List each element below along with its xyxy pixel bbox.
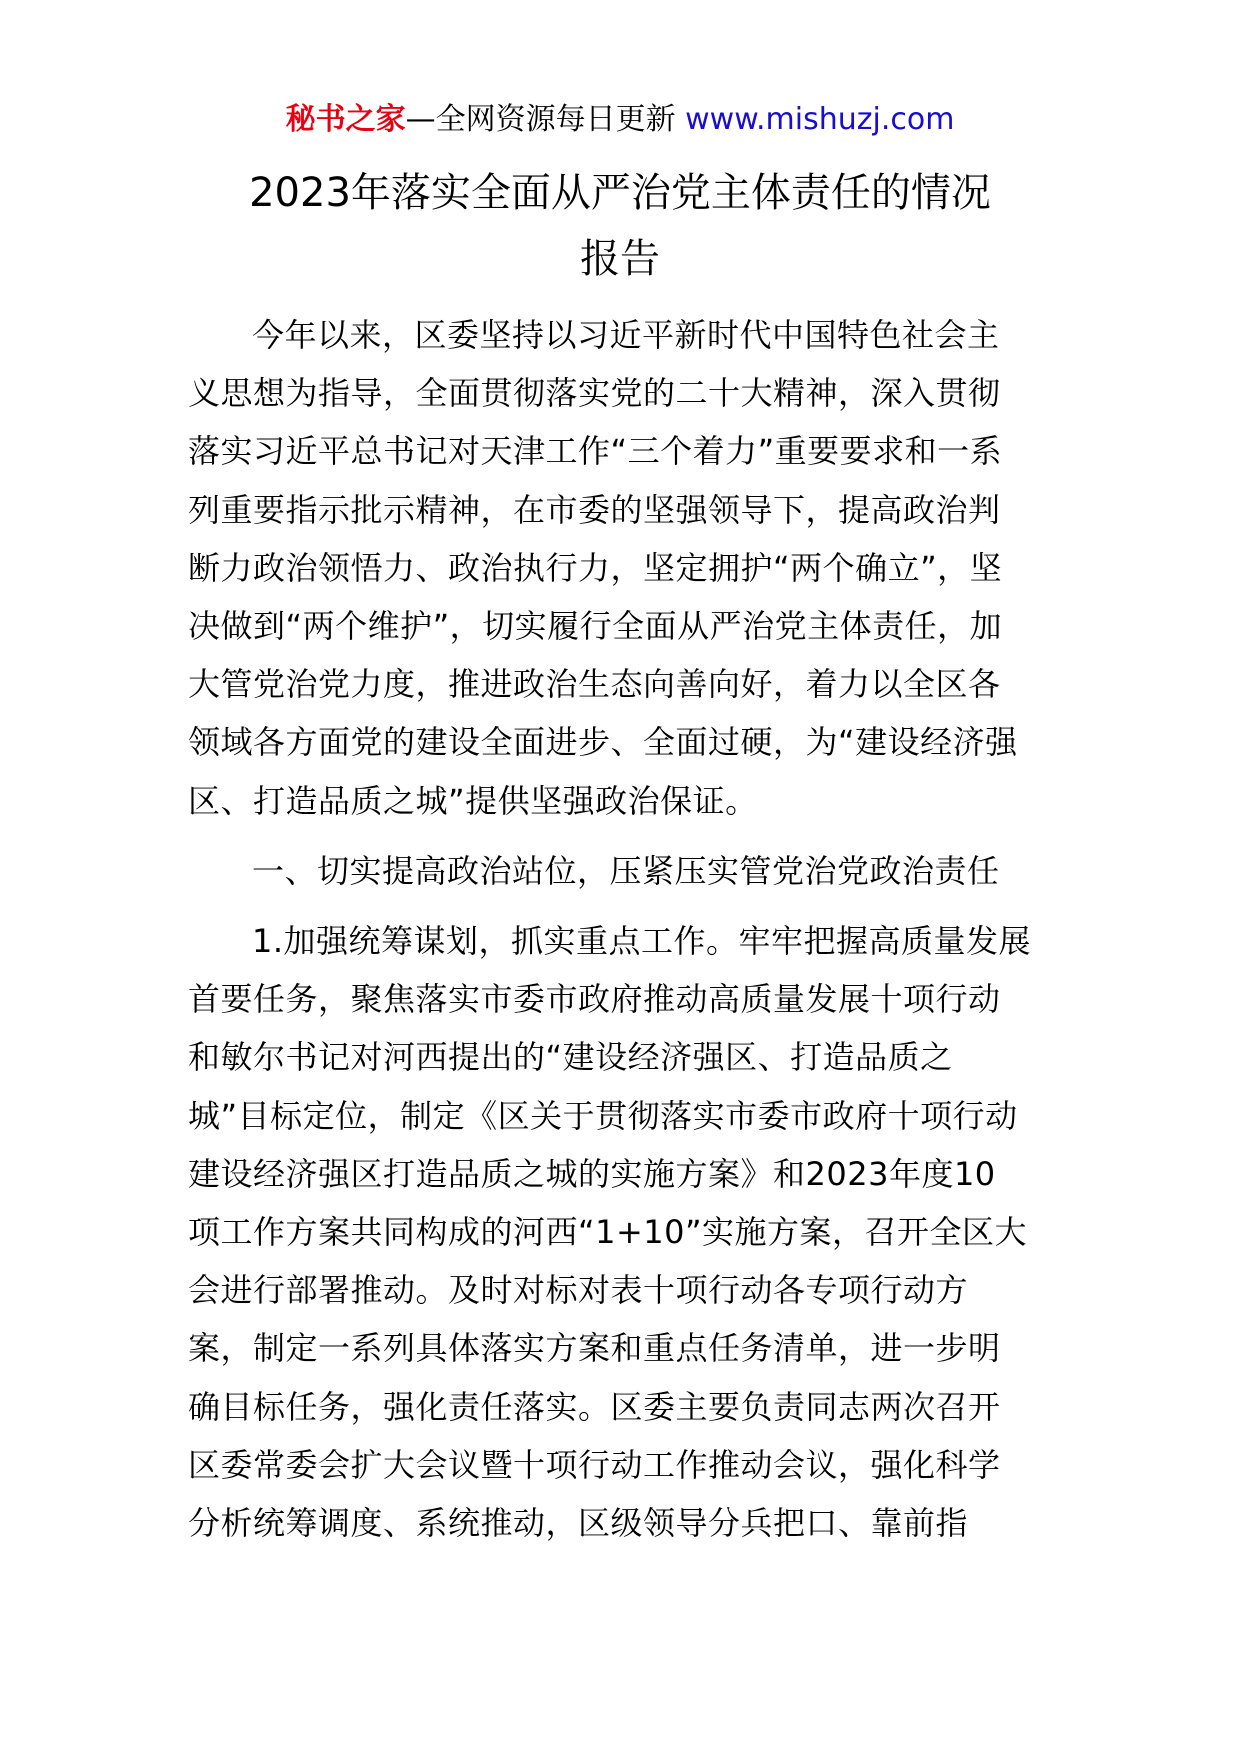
title-line-2: 报告	[580, 236, 660, 282]
text-line: 断力政治领悟力、政治执行力，坚定拥护“两个确立”，坚	[188, 548, 1003, 587]
document-title	[0, 160, 1240, 292]
text-line: 决做到“两个维护”，切实履行全面从严治党主体责任，加	[188, 607, 1003, 646]
text-line: 大管党治党力度，推进政治生态向善向好，着力以全区各	[188, 665, 1001, 704]
text-line: 义思想为指导，全面贯彻落实党的二十大精神，深入贯彻	[188, 374, 1001, 413]
site-url-link[interactable]: www.mishuzj.com	[685, 102, 955, 137]
text-line: 列重要指示批示精神，在市委的坚强领导下，提高政治判	[188, 490, 1001, 529]
brand-name: 秘书之家	[285, 102, 406, 137]
text-line: 城”目标定位，制定《区关于贯彻落实市委市政府十项行动	[188, 1096, 1018, 1135]
text-line: 分析统筹调度、系统推动，区级领导分兵把口、靠前指	[188, 1504, 969, 1543]
text-line: 首要任务，聚焦落实市委市政府推动高质量发展十项行动	[188, 980, 1001, 1019]
title-line-1: 2023年落实全面从严治党主体责任的情况	[249, 170, 991, 216]
text-line: 建设经济强区打造品质之城的实施方案》和2023年度10	[188, 1154, 996, 1193]
text-line: 今年以来，区委坚持以习近平新时代中国特色社会主	[252, 316, 1000, 354]
text-line: 和敏尔书记对河西提出的“建设经济强区、打造品质之	[188, 1038, 953, 1077]
text-line: 确目标任务，强化责任落实。区委主要负责同志两次召开	[188, 1387, 1001, 1426]
text-line: 项工作方案共同构成的河西“1+10”实施方案，召开全区大	[188, 1213, 1028, 1252]
text-line: 会进行部署推动。及时对标对表十项行动各专项行动方	[188, 1271, 969, 1310]
text-line: 区、打造品质之城”提供坚强政治保证。	[188, 781, 758, 820]
text-line: 区委常委会扩大会议暨十项行动工作推动会议，强化科学	[188, 1445, 1001, 1484]
text-line: 落实习近平总书记对天津工作“三个着力”重要要求和一系	[188, 432, 1003, 471]
document-body	[188, 306, 1054, 1552]
heading-line: 一、切实提高政治站位，压紧压实管党治党政治责任	[252, 851, 1000, 890]
text-line: 领域各方面党的建设全面进步、全面过硬，为“建设经济强	[188, 723, 1018, 762]
site-header	[0, 100, 1240, 140]
paragraph-1-1	[188, 912, 1054, 1552]
header-tagline: —全网资源每日更新	[405, 102, 686, 137]
text-line: 案，制定一系列具体落实方案和重点任务清单，进一步明	[188, 1329, 1001, 1368]
text-line: 1.加强统筹谋划，抓实重点工作。牢牢把握高质量发展	[252, 922, 1032, 961]
paragraph-intro	[188, 306, 1054, 830]
section-heading-1	[188, 842, 1054, 900]
